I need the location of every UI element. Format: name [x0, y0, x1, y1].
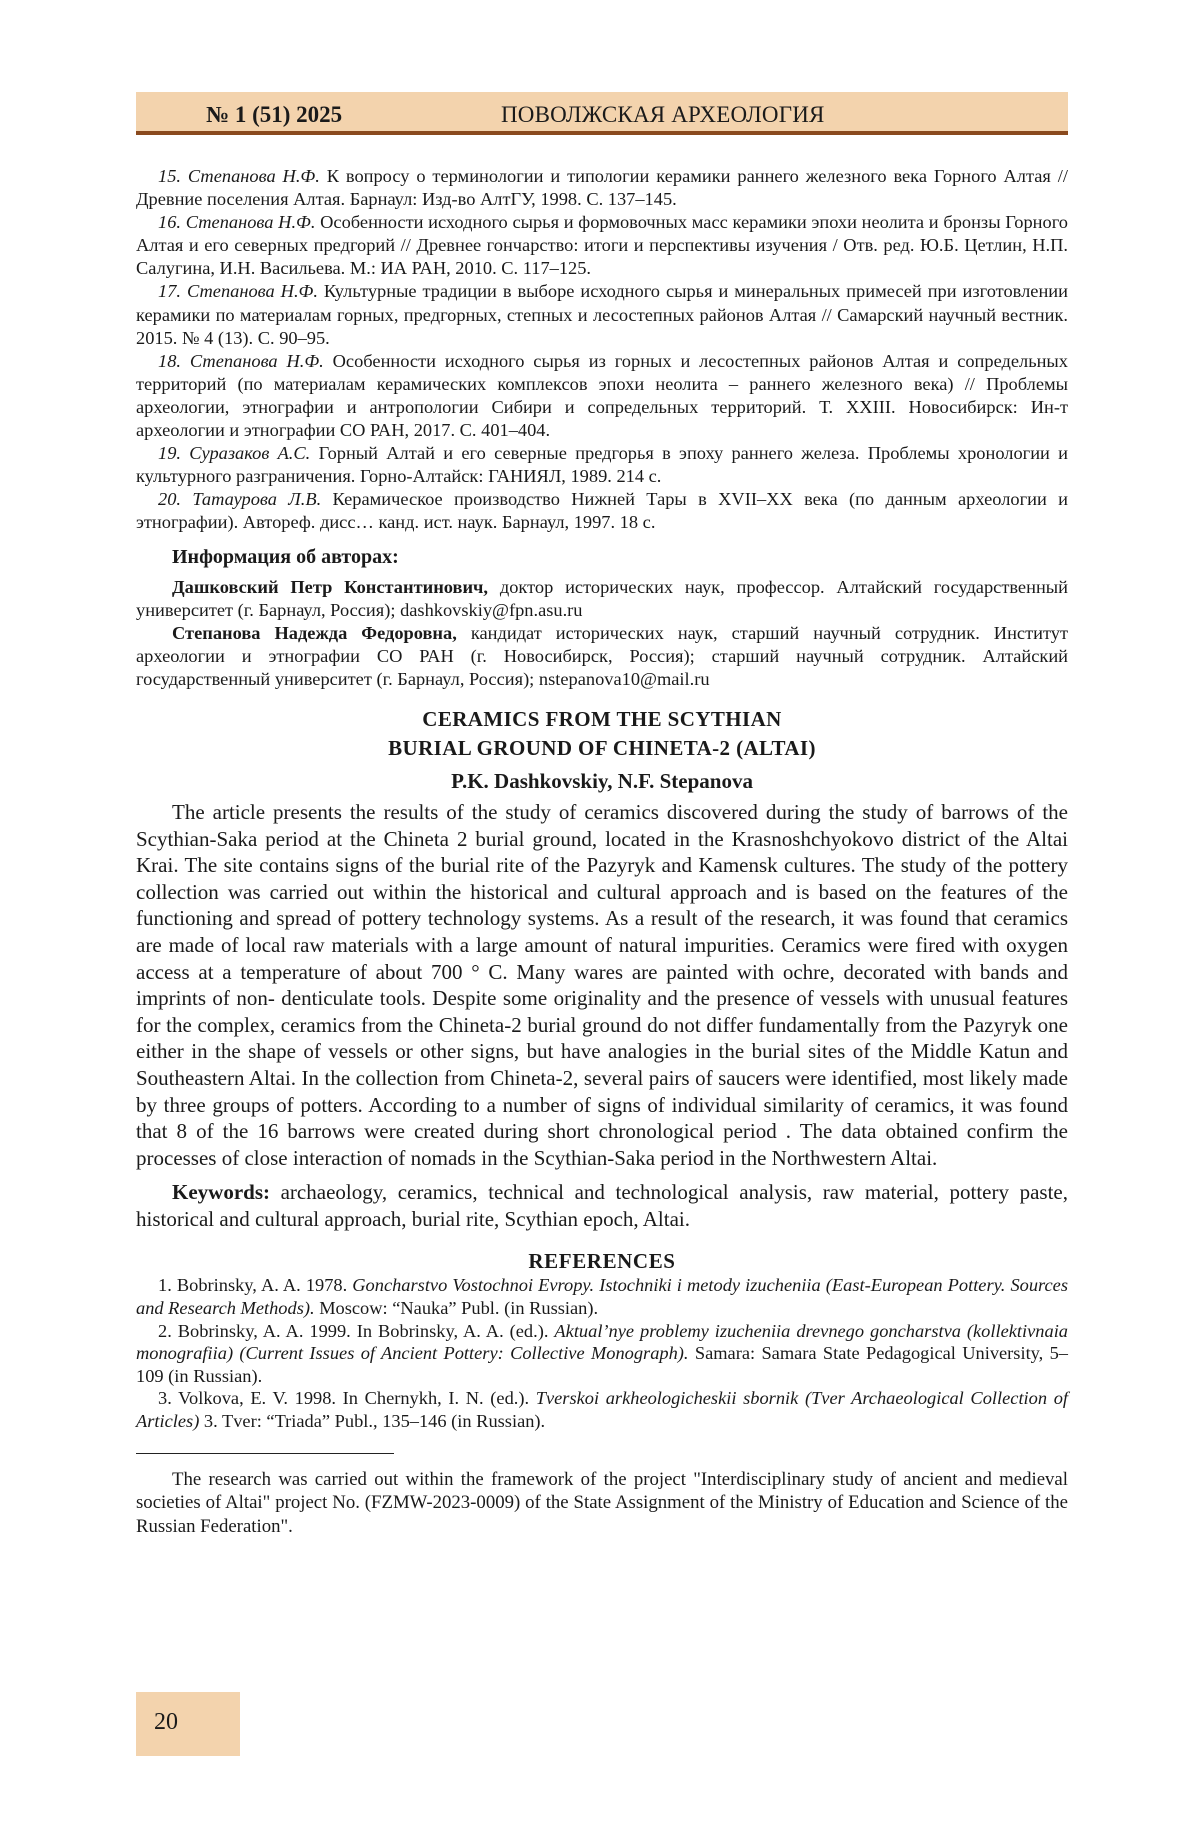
english-reference-item: 2. Bobrinsky, A. A. 1999. In Bobrinsky, A. A. (ed.). Aktual’nye problemy izucheniia drevnego goncharstva (kollektivnaia monografiia) (Current Issues of Ancient Pottery: Collective Monograph). Samara: Samara State Pedagogical University, 5–109 (in Russian).	[136, 1320, 1069, 1386]
english-title: CERAMICS FROM THE SCYTHIAN BURIAL GROUND OF CHINETA-2 (ALTAI)	[388, 706, 816, 760]
page-number: 20	[154, 1709, 178, 1735]
footnote: The research was carried out within the framework of the project "Interdisciplinary study of ancient and medieval societies of Altai" project No. (FZMW-2023-0009) of the State Assignment of the Ministry of Education and Science of the Russian Federation".	[136, 1468, 1068, 1537]
reference-item: 20. Татаурова Л.В. Керамическое производство Нижней Тары в XVII–XX века (по данным археологии и этнографии). Автореф. дисс… канд. ист. наук. Барнаул, 1997. 18 с.	[136, 489, 1069, 533]
keywords: Keywords: archaeology, ceramics, technical and technological analysis, raw material, pottery paste, historical and cultural approach, burial rite, Scythian epoch, Altai.	[136, 1180, 1068, 1231]
reference-item: 15. Степанова Н.Ф. К вопросу о терминологии и типологии керамики раннего железного века Горного Алтая // Древние поселения Алтая. Барнаул: Изд-во АлтГУ, 1998. С. 137–145.	[136, 166, 1068, 210]
russian-references	[136, 165, 1068, 535]
english-reference-item: 1. Bobrinsky, A. A. 1978. Goncharstvo Vostochnoi Evropy. Istochniki i metody izucheniia (East-European Pottery. Sources and Research Methods). Moscow: “Nauka” Publ. (in Russian).	[136, 1275, 1068, 1319]
references-heading: REFERENCES	[528, 1249, 676, 1274]
page-number-box	[136, 1692, 240, 1756]
author-entry: Степанова Надежда Федоровна, кандидат исторических наук, старший научный сотрудник. Институт археологии и этнографии СО РАН (г. Новосибирск, Россия); старший научный сотрудник. Алтайский государственный университет (г. Барнаул, Россия); nstepanova10@mail.ru	[136, 622, 1068, 689]
abstract: The article presents the results of the study of ceramics discovered during the study of barrows of the Scythian-Saka period at the Chineta 2 burial ground, located in the Krasnoshchyokovo district of the Altai Krai. The site contains signs of the burial rite of the Pazyryk and Kamensk cultures. The study of the pottery collection was carried out within the historical and cultural approach and is based on the features of the functioning and spread of pottery technology systems. As a result of the research, it was found that ceramics are made of local raw materials with a large amount of natural impurities. Ceramics were fired with oxygen access at a temperature of about 700 ° C. Many wares are painted with ochre, decorated with bands and imprints of non- denticulate tools. Despite some originality and the presence of vessels with unusual features for the complex, ceramics from the Chineta-2 burial ground do not differ fundamentally from the Pazyryk one either in the shape of vessels or other signs, but have analogies in the burial sites of the Middle Katun and Southeastern Altai. In the collection from Chineta-2, several pairs of saucers were identified, most likely made by three groups of potters. According to a number of signs of individual similarity of ceramics, it was found that 8 of the 16 barrows were created during short chronological period . The data obtained confirm the processes of close interaction of nomads in the Scythian-Saka period in the Northwestern Altai.	[136, 799, 1068, 1170]
authors-info-heading: Информация об авторах:	[172, 545, 399, 568]
english-authors: P.K. Dashkovskiy, N.F. Stepanova	[451, 768, 753, 793]
author-entry: Дашковский Петр Константинович, доктор исторических наук, профессор. Алтайский государственный университет (г. Барнаул, Россия); dashkovskiy@fpn.asu.ru	[136, 576, 1068, 620]
footnote-divider	[136, 1453, 394, 1454]
running-header	[136, 92, 1068, 135]
reference-item: 17. Степанова Н.Ф. Культурные традиции в выборе исходного сырья и минеральных примесей при изготовлении керамики по материалам горных, предгорных, степных и лесостепных районов Алтая // Самарский научный вестник. 2015. № 4 (13). С. 90–95.	[136, 281, 1068, 348]
english-reference-item: 3. Volkova, E. V. 1998. In Chernykh, I. N. (ed.). Tverskoi arkheologicheskii sbornik (Tver Archaeological Collection of Articles) 3. Tver: “Triada” Publ., 135–146 (in Russian).	[136, 1388, 1069, 1432]
journal-title: ПОВОЛЖСКАЯ АРХЕОЛОГИЯ	[501, 102, 825, 127]
reference-item: 18. Степанова Н.Ф. Особенности исходного сырья из горных и лесостепных районов Алтая и сопредельных территорий (по материалам керамических комплексов эпохи неолита – раннего железного века) // Проблемы археологии, этнографии и антропологии Сибири и сопредельных территорий. Т. XXIII. Новосибирск: Ин-т археологии и этнографии СО РАН, 2017. С. 401–404.	[136, 350, 1068, 441]
page-content	[136, 165, 1068, 1538]
reference-item: 16. Степанова Н.Ф. Особенности исходного сырья и формовочных масс керамики эпохи неолита и бронзы Горного Алтая и его северных предгорий // Древнее гончарство: итоги и перспективы изучения / Отв. ред. Ю.Б. Цетлин, Н.П. Салугина, И.Н. Васильева. М.: ИА РАН, 2010. С. 117–125.	[136, 212, 1068, 279]
reference-item: 19. Суразаков А.С. Горный Алтай и его северные предгорья в эпоху раннего железа. Проблемы хронологии и культурного разграничения. Горно-Алтайск: ГАНИЯЛ, 1989. 214 с.	[136, 443, 1068, 487]
issue-number: № 1 (51) 2025	[206, 102, 343, 127]
